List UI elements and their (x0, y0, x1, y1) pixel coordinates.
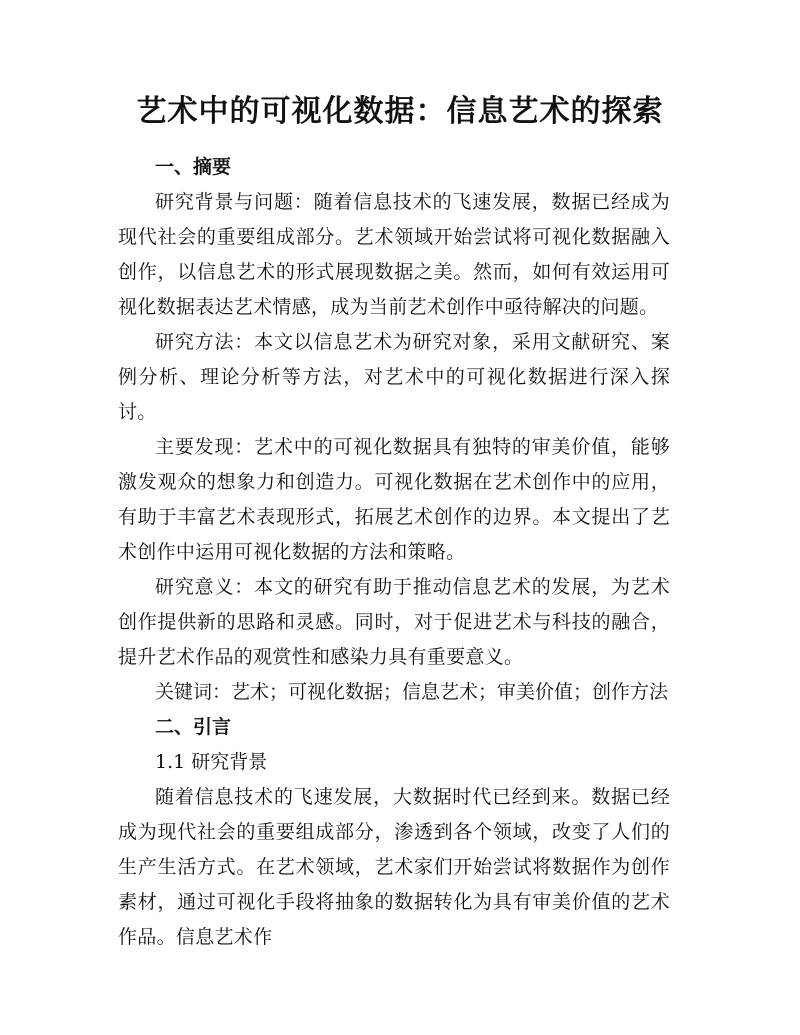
introduction-heading: 二、引言 (155, 716, 232, 738)
abstract-significance-paragraph: 研究意义：本文的研究有助于推动信息艺术的发展，为艺术创作提供新的思路和灵感。同时，对于促进艺术与科技的融合，提升艺术作品的观赏性和感染力具有重要意义。 (118, 576, 670, 668)
abstract-findings-paragraph: 主要发现：艺术中的可视化数据具有独特的审美价值，能够激发观众的想象力和创造力。可视化数据在艺术创作中的应用，有助于丰富艺术表现形式，拓展艺术创作的边界。本文提出了艺术创作中运用可视化数据的方法和策略。 (118, 436, 670, 563)
keywords-line: 关键词：艺术；可视化数据；信息艺术；审美价值；创作方法 (155, 681, 669, 703)
abstract-background-paragraph: 研究背景与问题：随着信息技术的飞速发展，数据已经成为现代社会的重要组成部分。艺术领域开始尝试将可视化数据融入创作，以信息艺术的形式展现数据之美。然而，如何有效运用可视化数据表达艺术情感，成为当前艺术创作中亟待解决的问题。 (118, 191, 670, 318)
document-body (118, 150, 670, 955)
introduction-paragraph: 随着信息技术的飞速发展，大数据时代已经到来。数据已经成为现代社会的重要组成部分，渗透到各个领域，改变了人们的生产生活方式。在艺术领域，艺术家们开始尝试将数据作为创作素材，通过可视化手段将抽象的数据转化为具有审美价值的艺术作品。信息艺术作 (118, 786, 670, 948)
subsection-heading-1-1: 1.1 研究背景 (155, 751, 268, 773)
document-title: 艺术中的可视化数据：信息艺术的探索 (136, 94, 664, 129)
abstract-method-paragraph: 研究方法：本文以信息艺术为研究对象，采用文献研究、案例分析、理论分析等方法，对艺术中的可视化数据进行深入探讨。 (118, 331, 670, 423)
abstract-heading: 一、摘要 (155, 156, 232, 178)
